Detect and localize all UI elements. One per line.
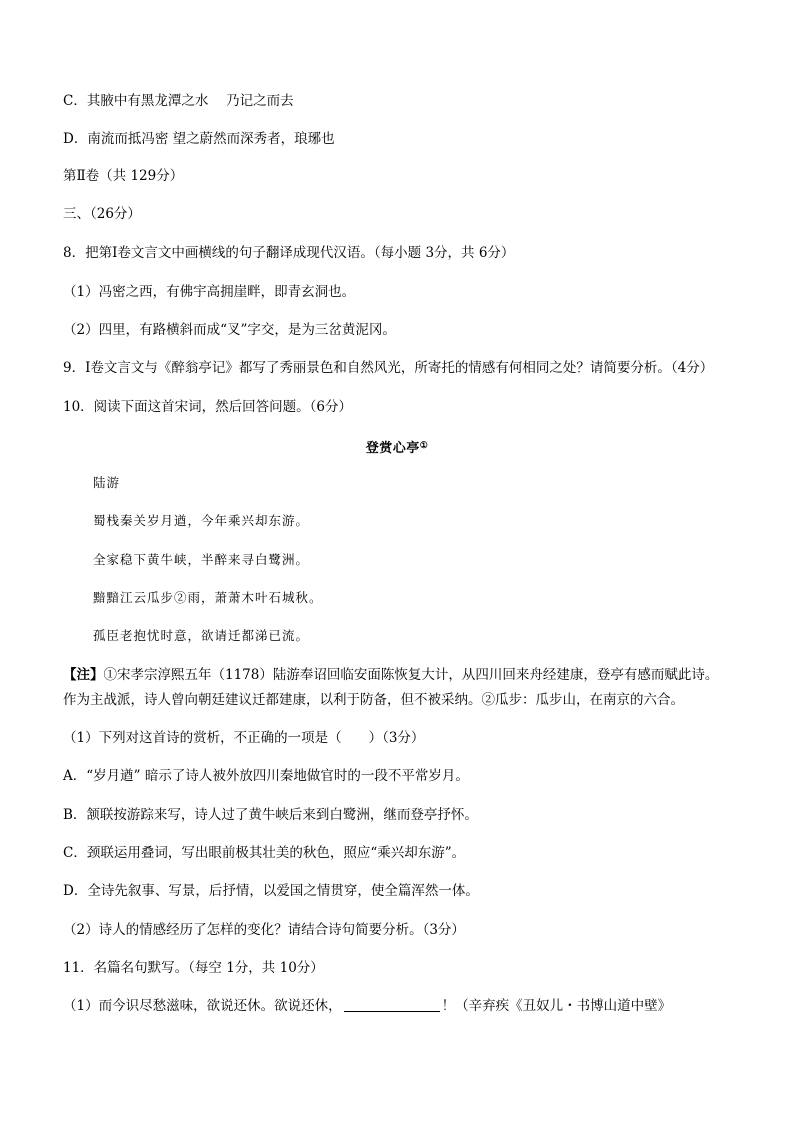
option-c: C．其腋中有黑龙潭之水 乃记之而去 — [63, 93, 294, 109]
question-11-1-post: ！（辛弃疾《丑奴儿・书博山道中壁》 — [441, 998, 672, 1014]
poem-line-3-part-a: 黯黯江云瓜步 — [93, 590, 175, 605]
poem-title — [0, 436, 794, 459]
poem-title-text: 登赏心亭 — [365, 441, 420, 456]
question-10: 10．阅读下面这首宋词，然后回答问题。（6分） — [63, 399, 353, 415]
question-11-1-pre: （1）而今识尽愁滋味，欲说还休。欲说还休， — [63, 998, 342, 1014]
poem-line-4: 孤臣老抱忧时意，欲请迁都涕已流。 — [93, 628, 310, 643]
poem-line-3-part-b: 雨，萧萧木叶石城秋。 — [187, 590, 323, 605]
volume-2-heading: 第Ⅱ卷（共 129分） — [63, 168, 184, 184]
question-9: 9．Ⅰ卷文言文与《醉翁亭记》都写了秀丽景色和自然风光，所寄托的情感有何相同之处？请简要分析。（4分） — [63, 360, 714, 376]
note-line-1 — [63, 665, 718, 685]
question-11-1 — [63, 996, 671, 1016]
note-line-2: 作为主战派，诗人曾向朝廷建议迁都建康，以利于防备，但不被采纳。②瓜步：瓜步山，在南京的六合。 — [63, 692, 684, 708]
poem-line-3 — [93, 588, 323, 608]
option-d-2: D．全诗先叙事、写景，后抒情，以爱国之情贯穿，使全篇浑然一体。 — [63, 883, 479, 899]
option-d: D．南流而抵冯密 望之蔚然而深秀者，琅琊也 — [63, 131, 335, 147]
option-c-2: C．颈联运用叠词，写出眼前极其壮美的秋色，照应“乘兴却东游”。 — [63, 845, 466, 861]
question-8-2: （2）四里，有路横斜而成“叉”字交，是为三岔黄泥冈。 — [63, 322, 396, 338]
poem-author: 陆游 — [93, 475, 121, 490]
question-8: 8．把第Ⅰ卷文言文中画横线的句子翻译成现代汉语。（每小题 3分，共 6分） — [63, 245, 515, 261]
question-10-1: （1）下列对这首诗的赏析，不正确的一项是（ ）（3分） — [63, 730, 425, 746]
answer-blank[interactable] — [344, 997, 440, 1012]
question-11: 11．名篇名句默写。（每空 1分，共 10分） — [63, 960, 324, 976]
poem-line-1: 蜀栈秦关岁月遒，今年乘兴却东游。 — [93, 513, 310, 528]
poem-title-footnote-mark: ① — [419, 441, 429, 451]
option-b: B．颔联按游踪来写，诗人过了黄牛峡后来到白鹭洲，继而登亭抒怀。 — [63, 807, 478, 823]
poem-line-3-footnote-mark: ② — [174, 590, 188, 605]
poem-line-2: 全家稳下黄牛峡，半醉来寻白鹭洲。 — [93, 552, 310, 567]
question-8-1: （1）冯密之西，有佛宇高拥崖畔，即青玄洞也。 — [63, 284, 356, 300]
question-10-2: （2）诗人的情感经历了怎样的变化？请结合诗句简要分析。（3分） — [63, 922, 465, 938]
option-a: A．“岁月遒” 暗示了诗人被外放四川秦地做官时的一段不平常岁月。 — [63, 768, 469, 784]
note-text-1: ①宋孝宗淳熙五年（1178）陆游奉诏回临安面陈恢复大计，从四川回来舟经建康，登亭有感而赋此诗。 — [103, 667, 719, 683]
note-label: 【注】 — [63, 667, 104, 683]
section-3-heading: 三、（26分） — [63, 206, 141, 222]
